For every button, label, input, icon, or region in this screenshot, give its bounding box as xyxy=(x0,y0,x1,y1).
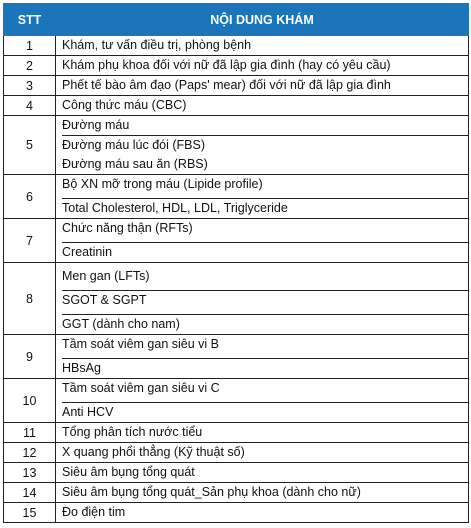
row-line: Đường máu lúc đói (FBS) xyxy=(62,135,468,155)
row-line: X quang phổi thẳng (Kỹ thuật số) xyxy=(62,445,245,459)
exam-content-table xyxy=(3,3,469,523)
row-line: Khám phụ khoa đối với nữ đã lập gia đình (hay có yêu cầu) xyxy=(62,58,391,72)
table-row xyxy=(4,56,469,76)
row-stt: 12 xyxy=(4,443,56,463)
row-content xyxy=(56,76,469,96)
row-line: Tầm soát viêm gan siêu vi C xyxy=(62,381,220,395)
table-row xyxy=(4,423,469,443)
row-stt: 5 xyxy=(4,116,56,175)
row-stt: 9 xyxy=(4,335,56,379)
row-line: Creatinin xyxy=(62,242,468,262)
row-content xyxy=(56,503,469,523)
row-line: Tổng phân tích nước tiểu xyxy=(62,425,203,439)
row-line: Đường máu sau ăn (RBS) xyxy=(62,157,208,171)
row-stt: 4 xyxy=(4,96,56,116)
row-stt: 8 xyxy=(4,263,56,335)
row-line: Đường máu xyxy=(62,118,130,132)
row-line: Siêu âm bụng tổng quát xyxy=(62,465,195,479)
row-content xyxy=(56,443,469,463)
table-header-row xyxy=(4,4,469,36)
row-content xyxy=(56,36,469,56)
table-row xyxy=(4,116,469,175)
row-stt: 7 xyxy=(4,219,56,263)
table-row xyxy=(4,503,469,523)
row-stt: 11 xyxy=(4,423,56,443)
header-content: NỘI DUNG KHÁM xyxy=(56,4,469,36)
table-row xyxy=(4,379,469,423)
row-line: Siêu âm bụng tổng quát_Sản phụ khoa (dành cho nữ) xyxy=(62,485,361,499)
row-stt: 13 xyxy=(4,463,56,483)
row-line: GGT (dành cho nam) xyxy=(62,314,468,334)
row-line: Anti HCV xyxy=(62,402,468,422)
table-row xyxy=(4,335,469,379)
table-row xyxy=(4,175,469,219)
row-content xyxy=(56,423,469,443)
row-content xyxy=(56,263,469,335)
row-line: Men gan (LFTs) xyxy=(62,269,150,283)
row-content xyxy=(56,175,469,219)
row-line: Phết tế bào âm đạo (Paps' mear) đối với nữ đã lập gia đình xyxy=(62,78,391,92)
table-row xyxy=(4,443,469,463)
row-stt: 10 xyxy=(4,379,56,423)
row-content xyxy=(56,335,469,379)
table-row xyxy=(4,76,469,96)
row-line: HBsAg xyxy=(62,358,468,378)
table-row xyxy=(4,36,469,56)
table-row xyxy=(4,219,469,263)
header-stt: STT xyxy=(4,4,56,36)
row-stt: 3 xyxy=(4,76,56,96)
row-stt: 1 xyxy=(4,36,56,56)
row-content xyxy=(56,116,469,175)
row-stt: 2 xyxy=(4,56,56,76)
row-content xyxy=(56,379,469,423)
row-line: SGOT & SGPT xyxy=(62,290,468,310)
row-line: Bộ XN mỡ trong máu (Lipide profile) xyxy=(62,177,263,191)
row-content xyxy=(56,96,469,116)
row-content xyxy=(56,483,469,503)
row-line: Total Cholesterol, HDL, LDL, Triglyceride xyxy=(62,198,468,218)
row-content xyxy=(56,463,469,483)
table-row xyxy=(4,96,469,116)
row-line: Công thức máu (CBC) xyxy=(62,98,187,112)
row-stt: 6 xyxy=(4,175,56,219)
table-row xyxy=(4,463,469,483)
row-line: Đo điện tim xyxy=(62,505,126,519)
row-line: Chức năng thận (RFTs) xyxy=(62,221,193,235)
row-content xyxy=(56,56,469,76)
row-stt: 14 xyxy=(4,483,56,503)
row-content xyxy=(56,219,469,263)
row-stt: 15 xyxy=(4,503,56,523)
table-row xyxy=(4,483,469,503)
row-line: Khám, tư vấn điều trị, phòng bệnh xyxy=(62,38,252,52)
table-row xyxy=(4,263,469,335)
row-line: Tầm soát viêm gan siêu vi B xyxy=(62,337,220,351)
